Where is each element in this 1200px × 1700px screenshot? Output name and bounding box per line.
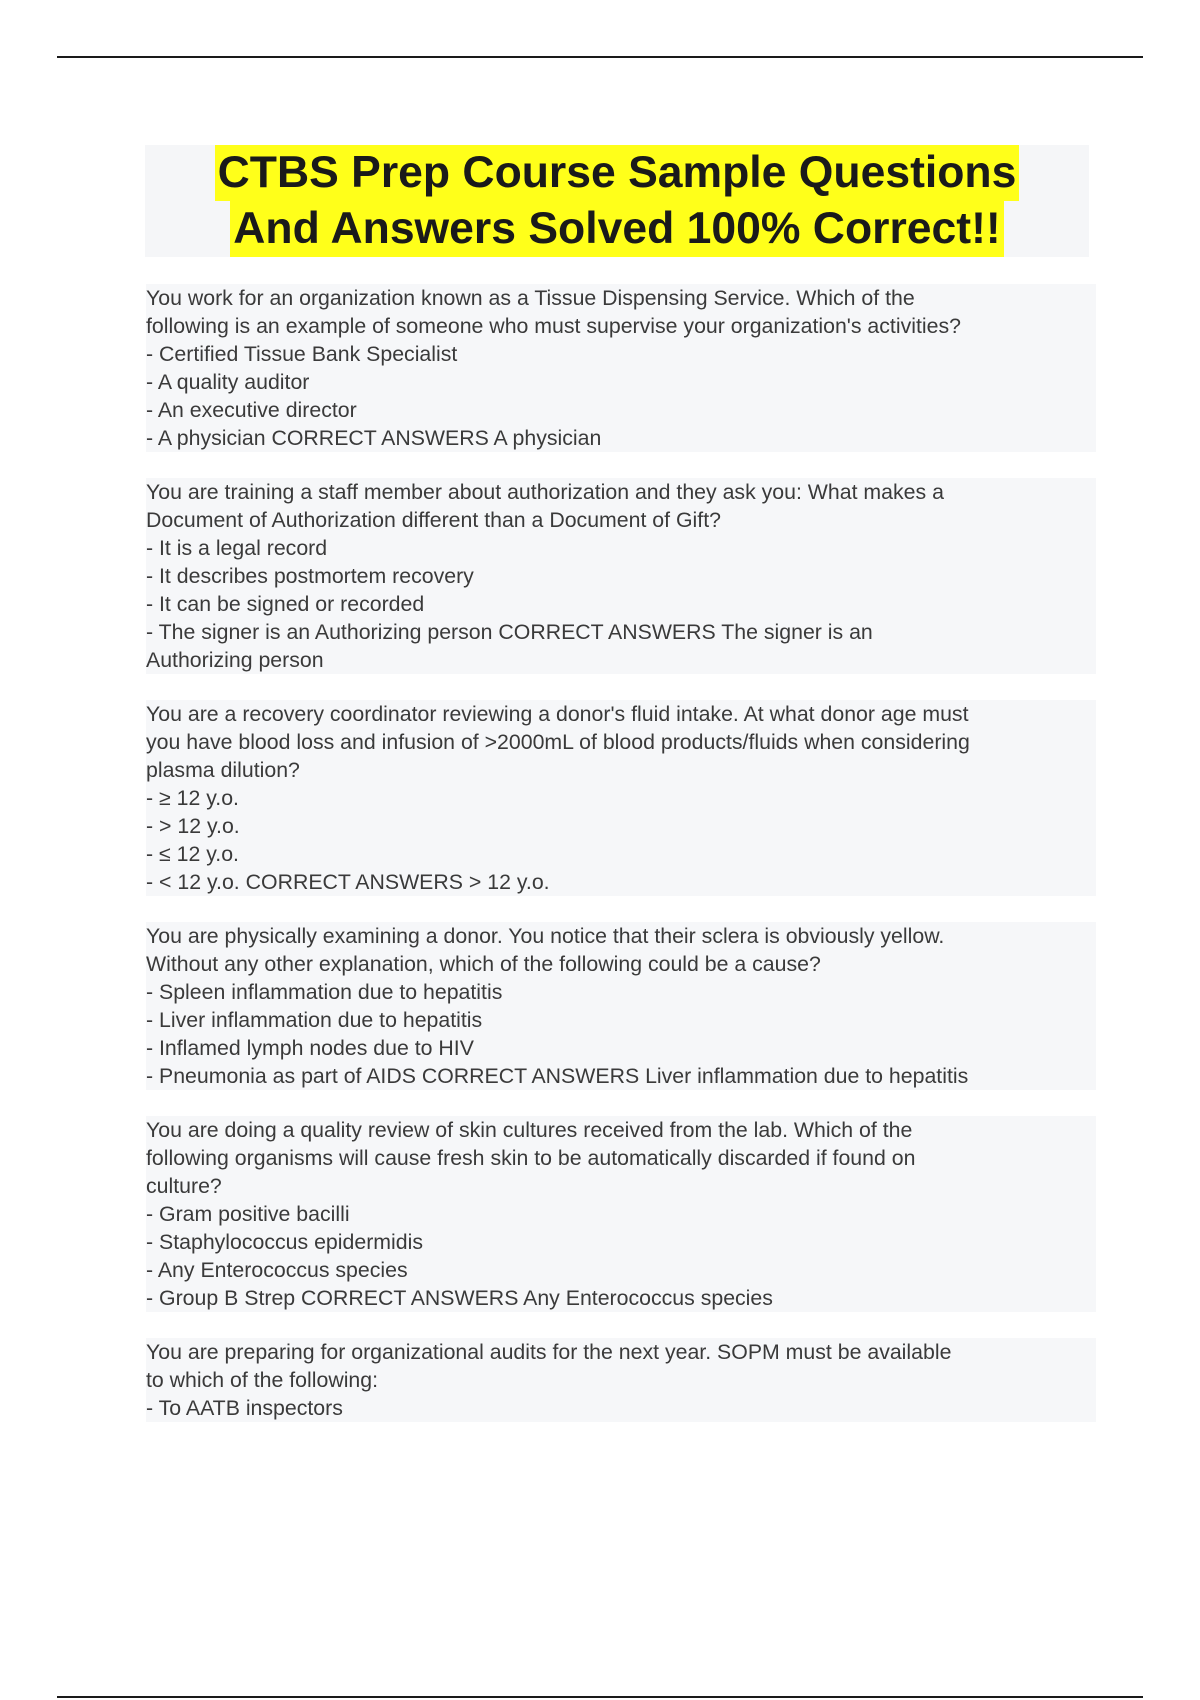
question-text-line: - Liver inflammation due to hepatitis xyxy=(146,1008,483,1032)
question-text-line: You work for an organization known as a Tissue Dispensing Service. Which of the xyxy=(146,286,915,310)
question-text-line: - Spleen inflammation due to hepatitis xyxy=(146,980,503,1004)
title-line-2: And Answers Solved 100% Correct!! xyxy=(230,201,1003,257)
question-text-line: following organisms will cause fresh skin to be automatically discarded if found on xyxy=(146,1146,916,1170)
question-block xyxy=(146,478,1096,674)
question-text-line: You are training a staff member about authorization and they ask you: What makes a xyxy=(146,480,944,504)
question-text-line: Authorizing person xyxy=(146,648,324,672)
question-text-line: culture? xyxy=(146,1174,222,1198)
question-text-line: - To AATB inspectors xyxy=(146,1396,343,1420)
question-text-line: - Staphylococcus epidermidis xyxy=(146,1230,423,1254)
question-text-line: - ≤ 12 y.o. xyxy=(146,842,239,866)
question-text-line: - An executive director xyxy=(146,398,357,422)
question-text-line: You are a recovery coordinator reviewing a donor's fluid intake. At what donor age must xyxy=(146,702,969,726)
question-text-line: Without any other explanation, which of the following could be a cause? xyxy=(146,952,821,976)
question-text-line: - Inflamed lymph nodes due to HIV xyxy=(146,1036,474,1060)
question-text-line: You are preparing for organizational audits for the next year. SOPM must be available xyxy=(146,1340,952,1364)
question-block xyxy=(146,700,1096,896)
question-text-line: - Pneumonia as part of AIDS CORRECT ANSWERS Liver inflammation due to hepatitis xyxy=(146,1064,969,1088)
question-text-line: - The signer is an Authorizing person CORRECT ANSWERS The signer is an xyxy=(146,620,873,644)
question-text-line: to which of the following: xyxy=(146,1368,379,1392)
question-text-line: - It describes postmortem recovery xyxy=(146,564,474,588)
question-text-line: Document of Authorization different than a Document of Gift? xyxy=(146,508,721,532)
question-text-line: - > 12 y.o. xyxy=(146,814,240,838)
question-block xyxy=(146,922,1096,1090)
question-text-line: You are doing a quality review of skin cultures received from the lab. Which of the xyxy=(146,1118,913,1142)
question-text-line: - A quality auditor xyxy=(146,370,310,394)
questions-list xyxy=(146,284,1096,1448)
question-block xyxy=(146,284,1096,452)
document-title xyxy=(145,145,1089,257)
question-text-line: - Group B Strep CORRECT ANSWERS Any Enterococcus species xyxy=(146,1286,773,1310)
question-block xyxy=(146,1116,1096,1312)
question-text-line: plasma dilution? xyxy=(146,758,300,782)
title-line-1: CTBS Prep Course Sample Questions xyxy=(215,145,1020,201)
question-text-line: - Gram positive bacilli xyxy=(146,1202,350,1226)
question-text-line: following is an example of someone who must supervise your organization's activities? xyxy=(146,314,961,338)
question-block xyxy=(146,1338,1096,1422)
question-text-line: - A physician CORRECT ANSWERS A physician xyxy=(146,426,602,450)
top-rule xyxy=(57,56,1143,58)
question-text-line: - < 12 y.o. CORRECT ANSWERS > 12 y.o. xyxy=(146,870,550,894)
question-text-line: You are physically examining a donor. You notice that their sclera is obviously yellow. xyxy=(146,924,945,948)
question-text-line: - Certified Tissue Bank Specialist xyxy=(146,342,458,366)
question-text-line: - Any Enterococcus species xyxy=(146,1258,408,1282)
question-text-line: - ≥ 12 y.o. xyxy=(146,786,239,810)
question-text-line: - It can be signed or recorded xyxy=(146,592,425,616)
question-text-line: you have blood loss and infusion of >2000mL of blood products/fluids when considering xyxy=(146,730,970,754)
question-text-line: - It is a legal record xyxy=(146,536,328,560)
bottom-rule xyxy=(57,1696,1143,1698)
